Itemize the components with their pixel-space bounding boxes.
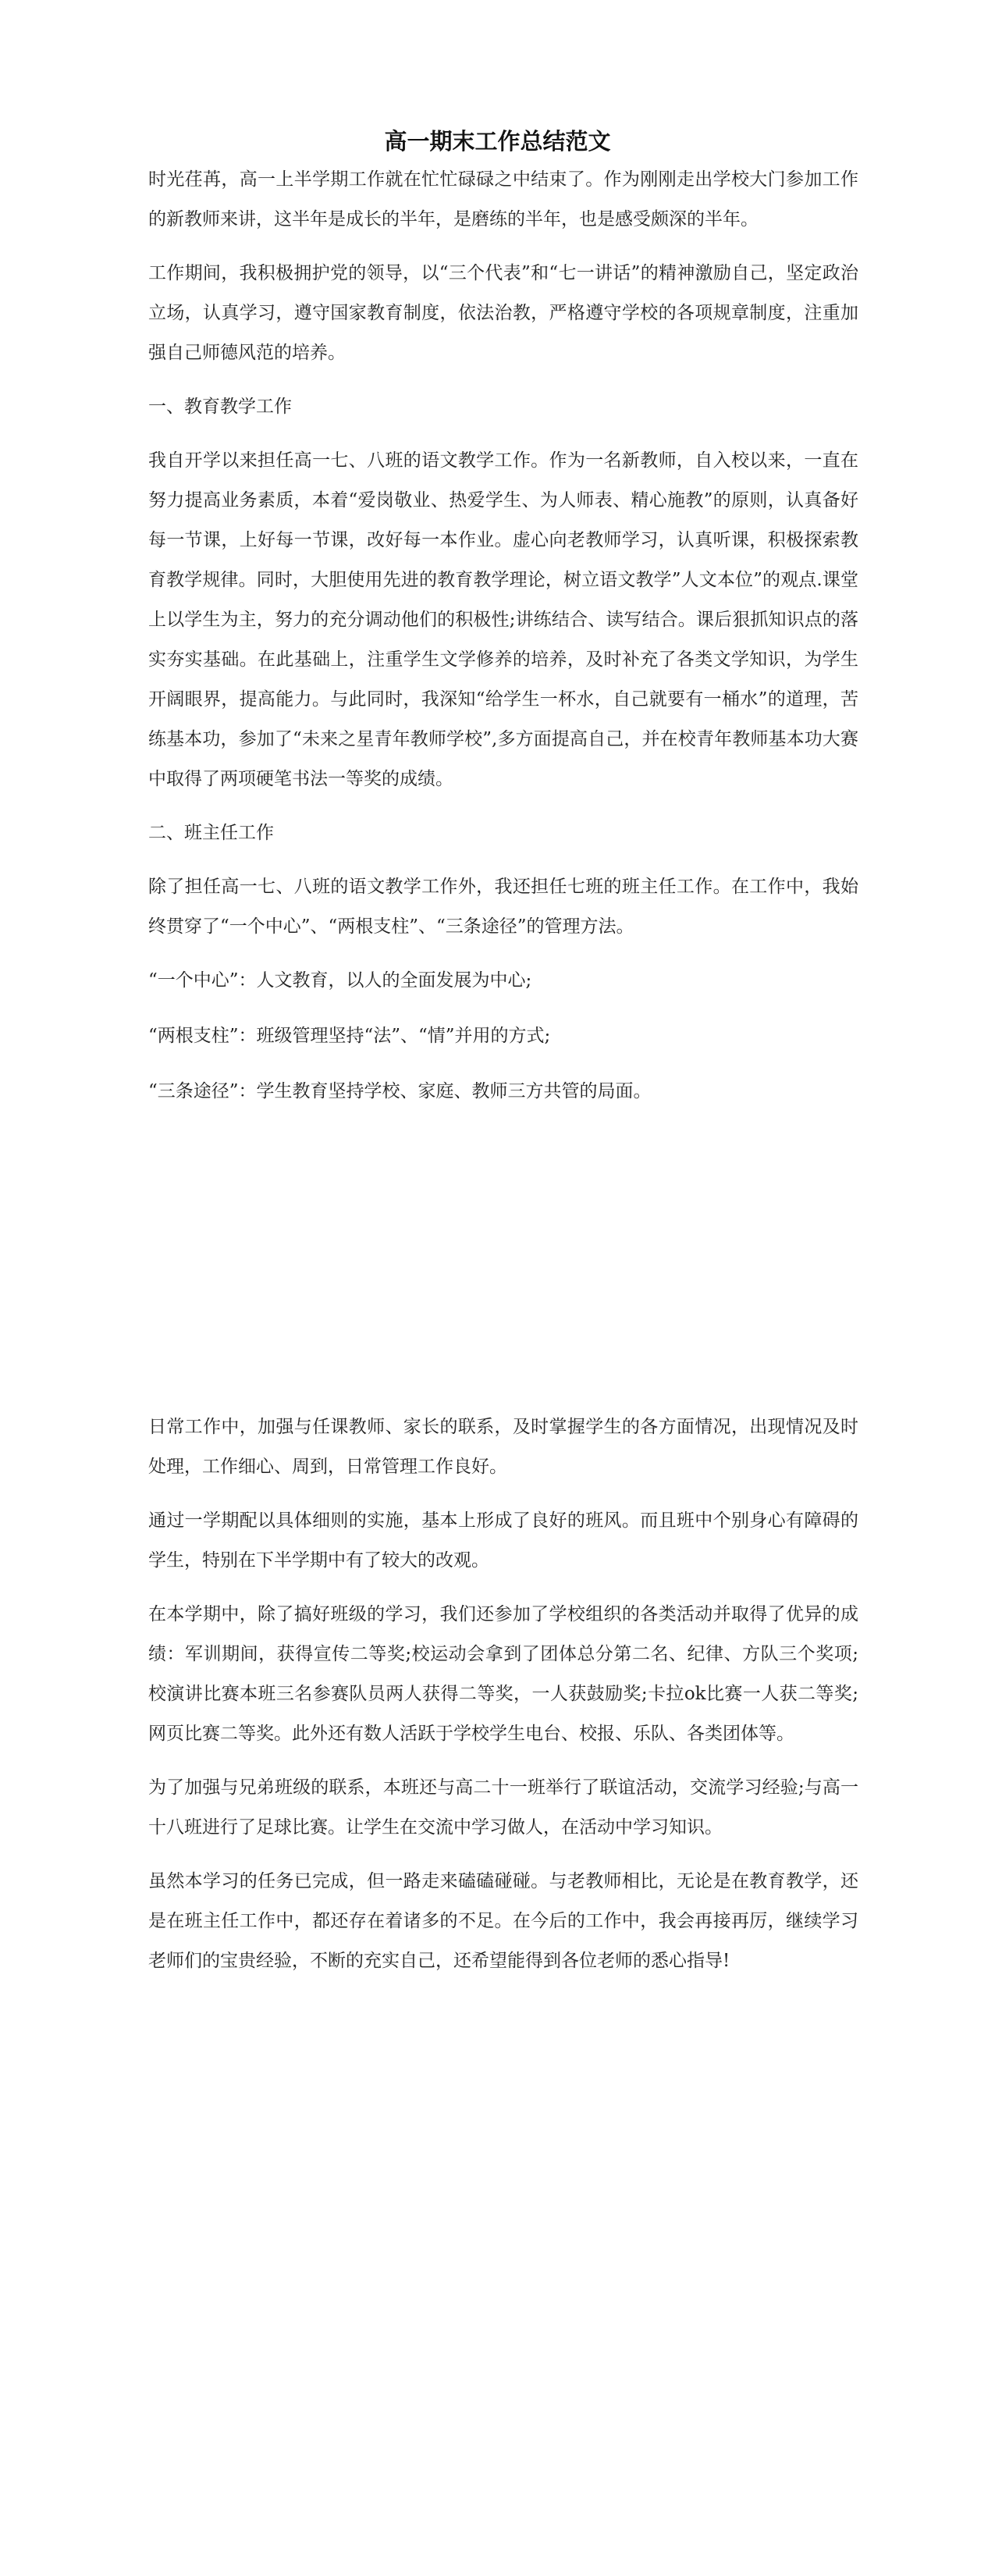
teaching-paragraph: 我自开学以来担任高一七、八班的语文教学工作。作为一名新教师，自入校以来，一直在努力提高业务素质，本着“爱岗敬业、热爱学生、为人师表、精心施教”的原则，认真备好每一节课，上好每一节课，改好每一本作业。虚心向老教师学习，认真听课，积极探索教育教学规律。同时，大胆使用先进的教育教学理论，树立语文教学”人文本位”的观点.课堂上以学生为主，努力的充分调动他们的积极性;讲练结合、读写结合。课后狠抓知识点的落实夯实基础。在此基础上，注重学生文学修养的培养，及时补充了各类文学知识，为学生开阔眼界，提高能力。与此同时，我深知“给学生一杯水，自己就要有一桶水”的道理，苦练基本功，参加了“未来之星青年教师学校”,多方面提高自己，并在校青年教师基本功大赛中取得了两项硬笔书法一等奖的成绩。 (148, 450, 858, 789)
section-heading-teaching: 一、教育教学工作 (148, 397, 292, 417)
document-body-bottom (148, 1407, 858, 1995)
class-style-paragraph: 通过一学期配以具体细则的实施，基本上形成了良好的班风。而且班中个别身心有障碍的学生，特别在下半学期中有了较大的改观。 (148, 1510, 858, 1571)
document-body-top (148, 160, 858, 1127)
two-pillars-line: “两根支柱”：班级管理坚持“法”、“情”并用的方式; (148, 1026, 551, 1046)
section-heading-class-teacher: 二、班主任工作 (148, 823, 274, 843)
work-attitude-paragraph: 工作期间，我积极拥护党的领导，以“三个代表”和“七一讲话”的精神激励自己，坚定政治立场，认真学习，遵守国家教育制度，依法治教，严格遵守学校的各项规章制度，注重加强自己师德风范的培养。 (148, 263, 858, 363)
class-teacher-paragraph: 除了担任高一七、八班的语文教学工作外，我还担任七班的班主任工作。在工作中，我始终贯穿了“一个中心”、“两根支柱”、“三条途径”的管理方法。 (148, 877, 858, 937)
daily-work-paragraph: 日常工作中，加强与任课教师、家长的联系，及时掌握学生的各方面情况，出现情况及时处理，工作细心、周到，日常管理工作良好。 (148, 1417, 858, 1477)
document-title: 高一期末工作总结范文 (384, 128, 611, 155)
one-center-line: “一个中心”：人文教育，以人的全面发展为中心; (148, 970, 532, 991)
activities-paragraph: 在本学期中，除了搞好班级的学习，我们还参加了学校组织的各类活动并取得了优异的成绩：军训期间，获得宣传二等奖;校运动会拿到了团体总分第二名、纪律、方队三个奖项;校演讲比赛本班三名参赛队员两人获得二等奖，一人获鼓励奖;卡拉ok比赛一人获二等奖;网页比赛二等奖。此外还有数人活跃于学校学生电台、校报、乐队、各类团体等。 (148, 1604, 858, 1744)
closing-paragraph: 虽然本学习的任务已完成，但一路走来磕磕碰碰。与老教师相比，无论是在教育教学，还是在班主任工作中，都还存在着诸多的不足。在今后的工作中，我会再接再厉，继续学习老师们的宝贵经验，不断的充实自己，还希望能得到各位老师的悉心指导! (148, 1871, 858, 1971)
intro-paragraph: 时光荏苒，高一上半学期工作就在忙忙碌碌之中结束了。作为刚刚走出学校大门参加工作的新教师来讲，这半年是成长的半年，是磨练的半年，也是感受颇深的半年。 (148, 169, 858, 229)
three-paths-line: “三条途径”：学生教育坚持学校、家庭、教师三方共管的局面。 (148, 1081, 652, 1101)
class-exchange-paragraph: 为了加强与兄弟班级的联系，本班还与高二十一班举行了联谊活动，交流学习经验;与高一十八班进行了足球比赛。让学生在交流中学习做人，在活动中学习知识。 (148, 1777, 858, 1838)
